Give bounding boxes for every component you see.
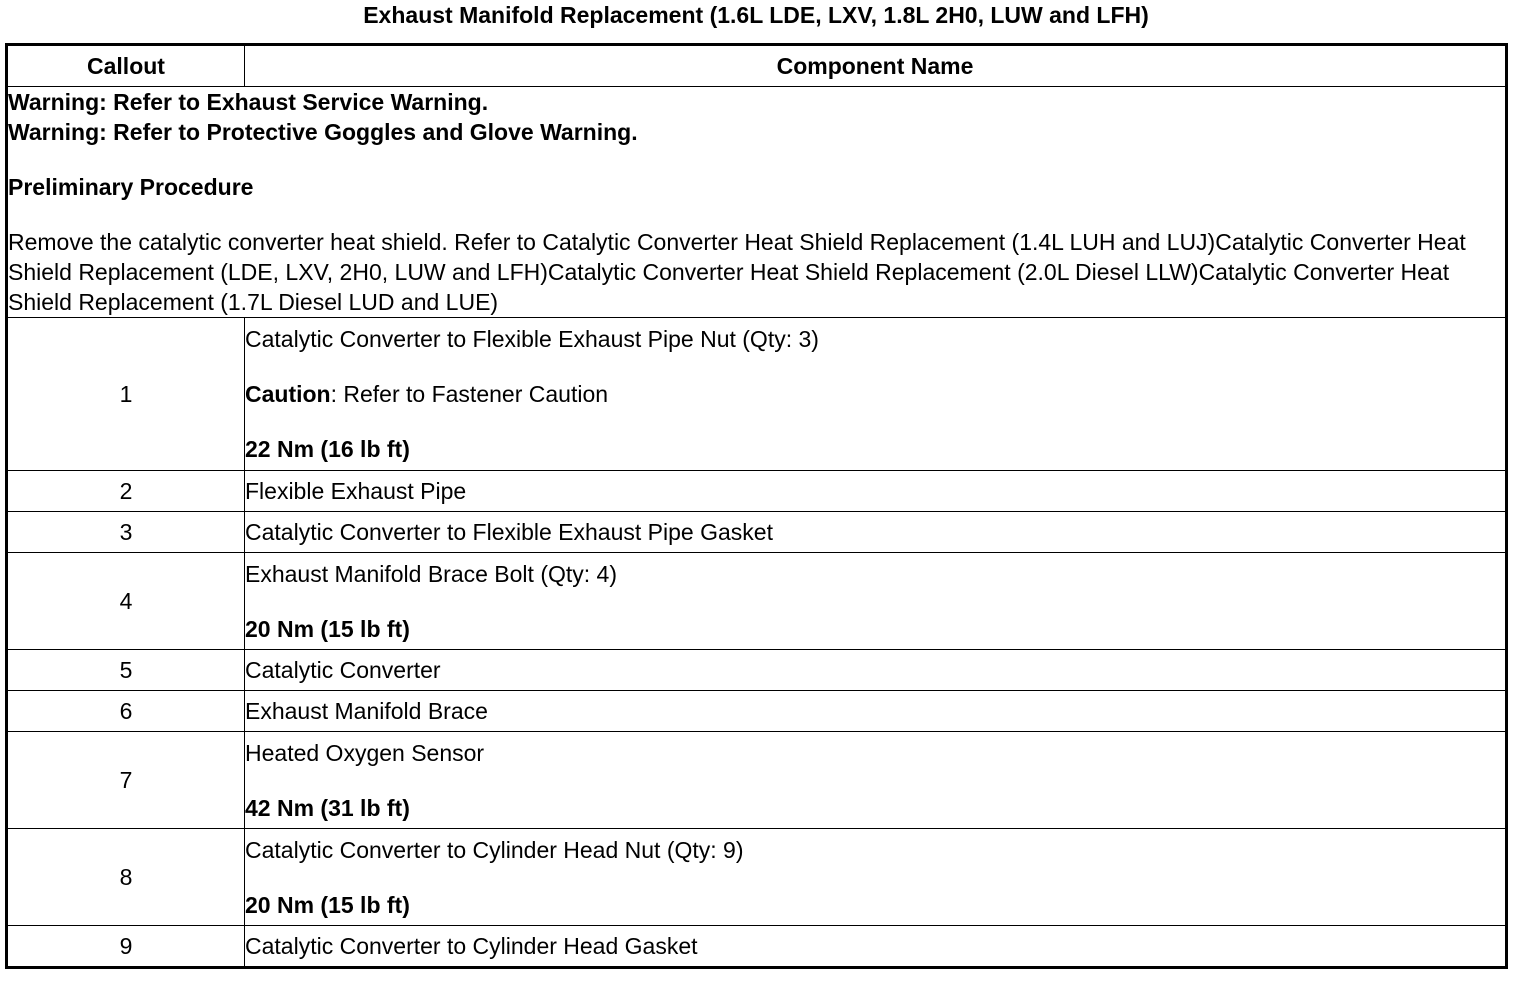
torque-spec: 22 Nm (16 lb ft): [245, 436, 410, 462]
component-name-cell: [245, 732, 1507, 829]
caution-note: [245, 379, 1505, 409]
callout-number: 7: [7, 732, 245, 829]
callout-number: 4: [7, 553, 245, 650]
table-row: [7, 926, 1507, 968]
callout-number: 6: [7, 691, 245, 732]
torque-spec: 20 Nm (15 lb ft): [245, 616, 410, 642]
component-name-cell: [245, 318, 1507, 471]
table-row: [7, 650, 1507, 691]
exhaust-service-warning: Warning: Refer to Exhaust Service Warning.: [8, 89, 489, 115]
preliminary-procedure-text: Remove the catalytic converter heat shield. Refer to Catalytic Converter Heat Shield Replacement (1.4L LUH and LUJ)Catalytic Converter Heat Shield Replacement (LDE, LXV, 2H0, LUW and LFH)Catalytic Converter Heat Shield Replacement (2.0L Diesel LLW)Catalytic Converter Heat Shield Replacement (1.7L Diesel LUD and LUE): [8, 229, 1466, 315]
table-row: [7, 829, 1507, 926]
table-row: [7, 512, 1507, 553]
component-name: Exhaust Manifold Brace Bolt (Qty: 4): [245, 561, 617, 587]
table-row: [7, 732, 1507, 829]
notes-row: [7, 87, 1507, 318]
callout-number: 2: [7, 471, 245, 512]
callout-number: 5: [7, 650, 245, 691]
component-name: Flexible Exhaust Pipe: [245, 471, 1507, 512]
caution-label: Caution: [245, 381, 331, 407]
callout-number: 1: [7, 318, 245, 471]
component-name: Catalytic Converter to Cylinder Head Gasket: [245, 926, 1507, 968]
component-name-cell: [245, 829, 1507, 926]
notes-cell: [7, 87, 1507, 318]
table-row: [7, 471, 1507, 512]
page-title: Exhaust Manifold Replacement (1.6L LDE, LXV, 1.8L 2H0, LUW and LFH): [363, 2, 1149, 28]
callout-column-header: Callout: [7, 45, 245, 87]
torque-spec: 20 Nm (15 lb ft): [245, 892, 410, 918]
component-name-cell: [245, 553, 1507, 650]
component-table: [5, 43, 1508, 969]
component-name: Catalytic Converter to Flexible Exhaust Pipe Gasket: [245, 512, 1507, 553]
table-header-row: [7, 45, 1507, 87]
preliminary-procedure-heading: Preliminary Procedure: [8, 174, 254, 200]
table-row: [7, 553, 1507, 650]
callout-number: 9: [7, 926, 245, 968]
caution-text: : Refer to Fastener Caution: [330, 381, 609, 407]
callout-number: 8: [7, 829, 245, 926]
callout-number: 3: [7, 512, 245, 553]
component-name: Catalytic Converter: [245, 650, 1507, 691]
goggles-glove-warning: Warning: Refer to Protective Goggles and Glove Warning.: [8, 119, 638, 145]
component-name: Catalytic Converter to Cylinder Head Nut (Qty: 9): [245, 837, 744, 863]
component-name: Heated Oxygen Sensor: [245, 740, 485, 766]
component-name-column-header: Component Name: [245, 45, 1507, 87]
component-name: Exhaust Manifold Brace: [245, 691, 1507, 732]
torque-spec: 42 Nm (31 lb ft): [245, 795, 410, 821]
table-row: [7, 691, 1507, 732]
table-row: [7, 318, 1507, 471]
component-name: Catalytic Converter to Flexible Exhaust Pipe Nut (Qty: 3): [245, 326, 819, 352]
